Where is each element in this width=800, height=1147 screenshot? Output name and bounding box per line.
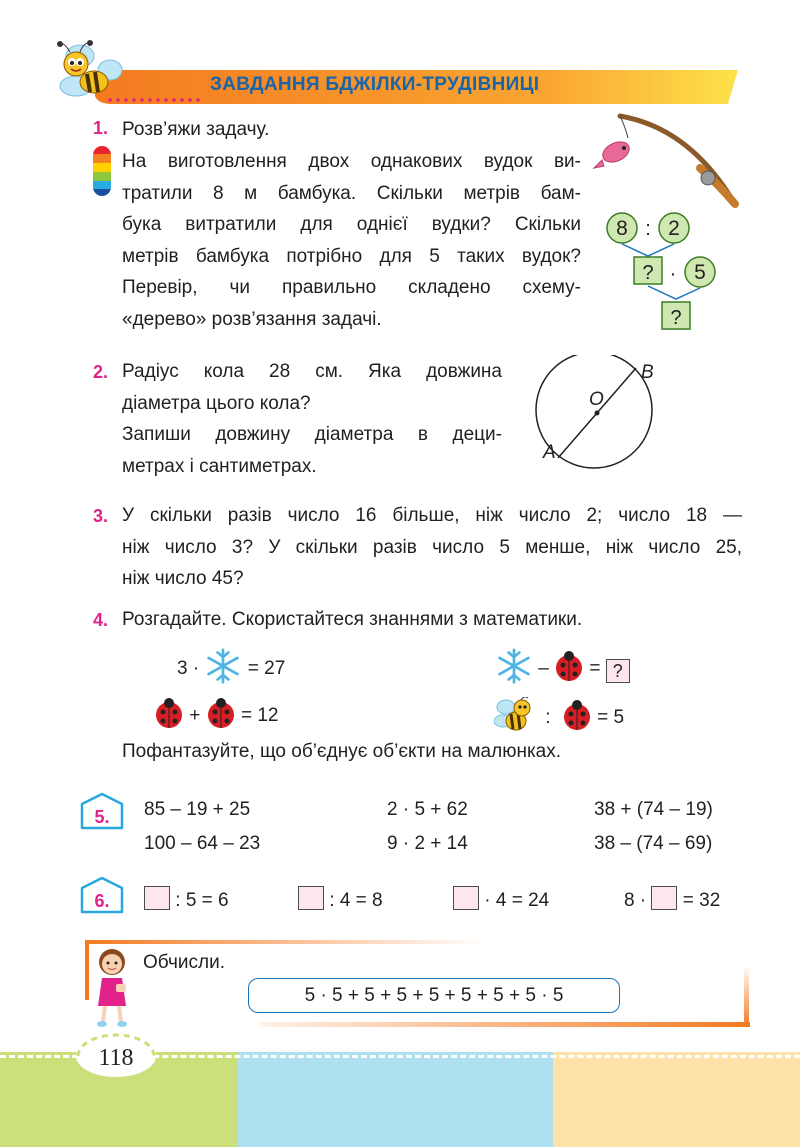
tree-value-a: 8 (616, 217, 628, 240)
blank-box[interactable] (144, 886, 170, 910)
equation-blank (144, 886, 229, 912)
eq3-result: = 12 (240, 705, 279, 726)
eq1-prefix: 3 · (177, 658, 200, 679)
task-1-number: 1. (93, 118, 109, 138)
equation-text: 8 · (624, 890, 647, 911)
equation-blank (624, 886, 720, 912)
task-5-number: 5. (94, 807, 110, 827)
task-2-line: Запиши довжину діаметра в деци- (122, 424, 502, 445)
expression: 9 · 2 + 14 (387, 833, 468, 854)
snowflake-icon (495, 648, 533, 684)
task-4-number: 4. (93, 610, 109, 630)
task-2-line: діаметра цього кола? (122, 392, 311, 414)
section-title: ЗАВДАННЯ БДЖІЛКИ-ТРУДІВНИЦІ (210, 74, 540, 95)
footer-band-peach (553, 1052, 800, 1147)
task-4-intro: Розгадайте. Скористайтеся знаннями з математики. (122, 609, 583, 630)
task-5-badge (78, 792, 126, 832)
task-3-text (122, 500, 742, 595)
eq3-plus: + (189, 705, 201, 726)
equation-text: = 32 (682, 890, 721, 911)
equation-bee-divide (494, 697, 624, 733)
tree-unknown-1: ? (642, 262, 654, 284)
girl-icon (92, 948, 137, 1028)
footer-band-blue (238, 1052, 553, 1147)
task-2-number: 2. (93, 362, 109, 382)
task-3-line: У скільки разів число 16 більше, ніж число 2; число 18 — (122, 505, 742, 526)
circle-center-label: O (589, 389, 604, 410)
difficulty-icon (92, 145, 112, 197)
solution-tree (600, 210, 730, 335)
task-4-outro: Пофантазуйте, що об’єднує об’єкти на малюнках. (122, 741, 562, 762)
tree-value-c: 5 (694, 261, 706, 284)
task-3-line: ніж число 45? (122, 568, 244, 589)
ladybug-icon (154, 697, 184, 729)
bee-icon (494, 697, 534, 733)
eq2-equals: = (589, 658, 601, 679)
blank-box[interactable] (298, 886, 324, 910)
ladybug-icon (562, 699, 592, 731)
task-3-number: 3. (93, 506, 109, 526)
eq4-result: = 5 (597, 707, 625, 728)
ladybug-icon (206, 697, 236, 729)
tree-value-b: 2 (668, 217, 680, 240)
eq4-divide: : (545, 707, 551, 728)
expression: 38 + (74 – 19) (594, 799, 713, 820)
eq1-result: = 27 (247, 658, 286, 679)
tree-op-1: : (645, 218, 651, 240)
task-2-text (122, 356, 502, 482)
page-number-badge (68, 1026, 164, 1082)
task-3-line: ніж число 3? У скільки разів число 5 менше, ніж число 25, (122, 536, 742, 558)
task-1-line: бука витратили для однієї вудки? Скільки (122, 214, 581, 235)
equation-snowflake-minus-ladybug (495, 648, 630, 684)
equation-snowflake (177, 648, 285, 684)
ladybug-icon (554, 650, 584, 682)
bonus-expression: 5 · 5 + 5 + 5 + 5 + 5 + 5 + 5 · 5 (248, 978, 620, 1013)
tree-op-2: · (669, 263, 677, 285)
expression: 2 · 5 + 62 (387, 799, 468, 820)
task-1-line: На виготовлення двох однакових вудок ви- (122, 151, 581, 172)
answer-box: ? (606, 659, 630, 683)
bonus-title: Обчисли. (143, 952, 226, 973)
task-1-line: тратили 8 м бамбука. Скільки метрів бам- (122, 182, 581, 204)
tree-unknown-2: ? (670, 307, 682, 329)
equation-text: : 5 = 6 (175, 890, 229, 911)
task-6-badge (78, 876, 126, 916)
point-b-label: B (641, 362, 654, 383)
blank-box[interactable] (651, 886, 677, 910)
equation-blank (453, 886, 549, 912)
equation-text: : 4 = 8 (329, 890, 383, 911)
bee-icon (50, 38, 128, 106)
blank-box[interactable] (453, 886, 479, 910)
equation-ladybug-sum (154, 697, 278, 729)
equation-blank (298, 886, 383, 912)
point-a-label: A (543, 442, 556, 463)
task-1-line: Перевір, чи правильно складено схему- (122, 277, 581, 298)
task-2-line: Радіус кола 28 см. Яка довжина (122, 361, 502, 382)
eq2-minus: – (538, 658, 549, 679)
expression: 85 – 19 + 25 (144, 799, 251, 820)
equation-text: · 4 = 24 (484, 890, 550, 911)
task-2-line: метрах і сантиметрах. (122, 455, 317, 477)
task-1-text (122, 146, 581, 335)
snowflake-icon (204, 648, 242, 684)
expression: 38 – (74 – 69) (594, 833, 713, 854)
task-6-number: 6. (94, 891, 110, 911)
circle-diagram (535, 355, 670, 470)
task-1-intro: Розв’яжи задачу. (122, 119, 270, 140)
task-1-line: «дерево» розв’язання задачі. (122, 308, 382, 330)
task-1-line: метрів бамбука потрібно для 5 таких вудок? (122, 245, 581, 267)
fishing-rod-icon (580, 108, 745, 212)
page-number: 118 (98, 1045, 134, 1071)
expression: 100 – 64 – 23 (144, 833, 261, 854)
